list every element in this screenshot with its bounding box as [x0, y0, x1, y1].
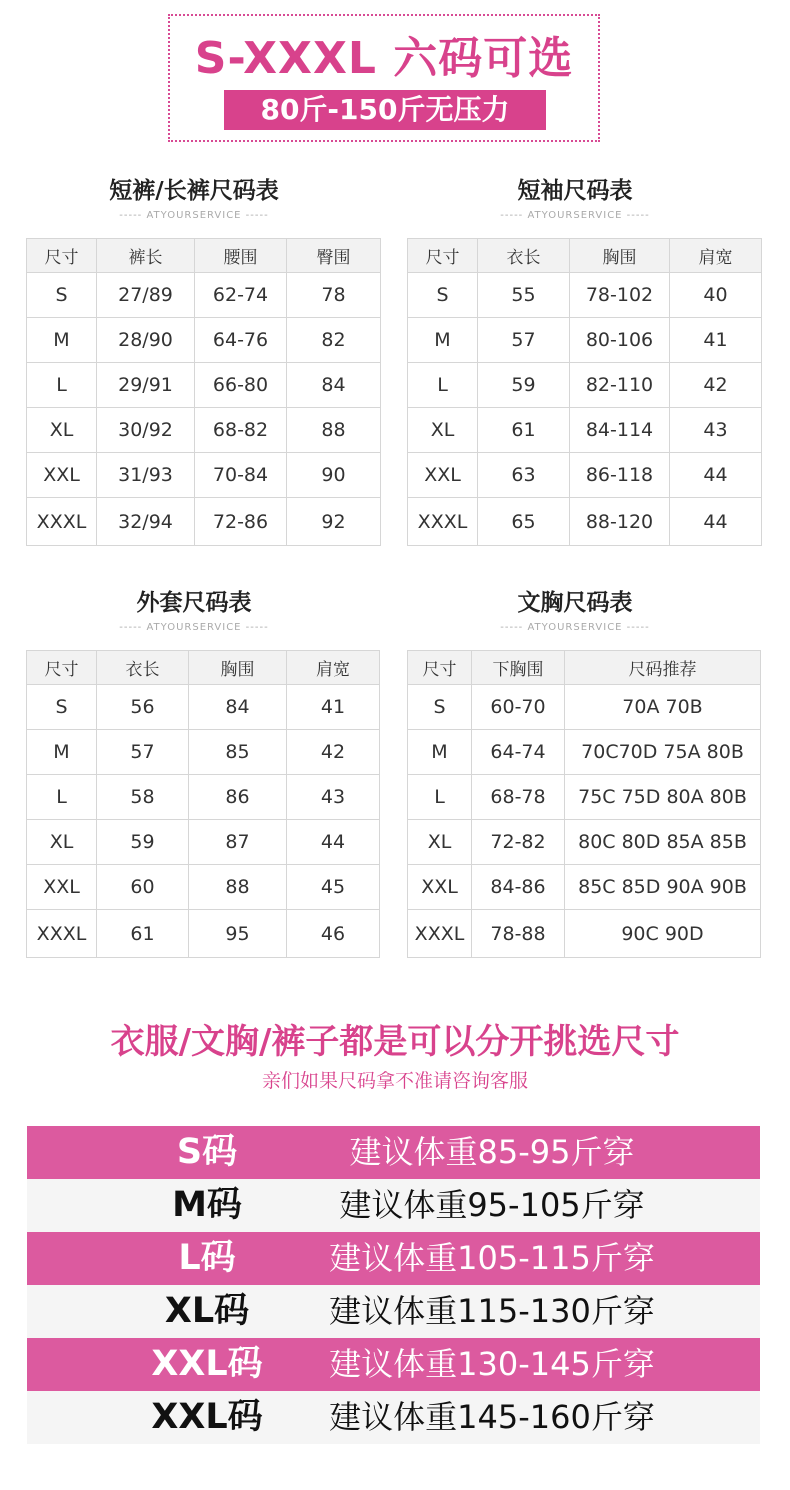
table-cell: 46	[287, 910, 380, 958]
table-cell: 28/90	[97, 318, 195, 363]
table-cell: 55	[478, 273, 570, 318]
header-cell: 胸围	[570, 239, 670, 273]
tshirt-table-subtitle: ----- ATYOURSERVICE -----	[500, 210, 650, 221]
bra-size-table	[407, 650, 761, 958]
header-cell: 肩宽	[287, 651, 380, 685]
table-cell: 84	[287, 363, 381, 408]
table-row	[408, 408, 762, 453]
table-cell: 90	[287, 453, 381, 498]
table-cell: 88-120	[570, 498, 670, 546]
pants-table-title: 短裤/长裤尺码表	[109, 178, 279, 204]
table-header-row	[27, 239, 381, 273]
table-cell: S	[408, 685, 472, 730]
table-cell: M	[27, 730, 97, 775]
table-cell: XL	[27, 820, 97, 865]
header-subtitle: 80斤-150斤无压力	[224, 90, 546, 130]
table-header-row	[408, 651, 761, 685]
weight-recommendation: 建议体重95-105斤穿	[339, 1186, 645, 1224]
table-cell: 27/89	[97, 273, 195, 318]
table-cell: L	[27, 775, 97, 820]
table-cell: 86	[189, 775, 287, 820]
coat-table-subtitle: ----- ATYOURSERVICE -----	[119, 622, 269, 633]
weight-band-m	[27, 1179, 760, 1232]
table-cell: 65	[478, 498, 570, 546]
table-row	[408, 685, 761, 730]
table-cell: 85C 85D 90A 90B	[565, 865, 761, 910]
table-cell: 60-70	[472, 685, 565, 730]
table-row	[27, 363, 381, 408]
table-row	[27, 273, 381, 318]
header-cell: 尺码推荐	[565, 651, 761, 685]
table-cell: L	[27, 363, 97, 408]
table-cell: S	[408, 273, 478, 318]
table-cell: XXXL	[408, 498, 478, 546]
table-cell: XL	[27, 408, 97, 453]
pants-size-table	[26, 238, 381, 546]
table-row	[27, 730, 380, 775]
table-cell: 41	[670, 318, 762, 363]
weight-band-l	[27, 1232, 760, 1285]
header-banner	[168, 14, 600, 142]
table-cell: 45	[287, 865, 380, 910]
coat-table-title: 外套尺码表	[136, 590, 252, 616]
header-cell: 尺寸	[408, 651, 472, 685]
table-row	[27, 820, 380, 865]
weight-size-label: S码	[176, 1132, 238, 1172]
table-row	[27, 453, 381, 498]
table-cell: 84-86	[472, 865, 565, 910]
table-cell: 87	[189, 820, 287, 865]
table-cell: 63	[478, 453, 570, 498]
table-cell: 43	[670, 408, 762, 453]
tshirt-table-title: 短袖尺码表	[517, 178, 633, 204]
table-cell: 68-82	[195, 408, 287, 453]
table-cell: 31/93	[97, 453, 195, 498]
table-cell: L	[408, 363, 478, 408]
table-cell: 68-78	[472, 775, 565, 820]
table-cell: XXXL	[408, 910, 472, 958]
bra-table-subtitle: ----- ATYOURSERVICE -----	[500, 622, 650, 633]
table-cell: 70C70D 75A 80B	[565, 730, 761, 775]
table-cell: 78-102	[570, 273, 670, 318]
notice-subtitle: 亲们如果尺码拿不准请咨询客服	[261, 1070, 528, 1092]
weight-band-xxl	[27, 1338, 760, 1391]
weight-size-label: L码	[178, 1238, 236, 1278]
header-cell: 尺寸	[27, 239, 97, 273]
table-cell: 61	[478, 408, 570, 453]
table-cell: 66-80	[195, 363, 287, 408]
table-row	[27, 775, 380, 820]
bra-table-title: 文胸尺码表	[517, 590, 633, 616]
table-cell: 41	[287, 685, 380, 730]
header-cell: 肩宽	[670, 239, 762, 273]
table-cell: 61	[97, 910, 189, 958]
table-cell: 82-110	[570, 363, 670, 408]
table-cell: 88	[287, 408, 381, 453]
table-row	[408, 775, 761, 820]
table-cell: XXL	[27, 865, 97, 910]
weight-band-xxl-2	[27, 1391, 760, 1444]
table-cell: 62-74	[195, 273, 287, 318]
table-cell: 60	[97, 865, 189, 910]
table-cell: 95	[189, 910, 287, 958]
table-cell: 72-82	[472, 820, 565, 865]
table-cell: XXXL	[27, 910, 97, 958]
header-cell: 尺寸	[27, 651, 97, 685]
weight-band-xl	[27, 1285, 760, 1338]
pants-table-subtitle: ----- ATYOURSERVICE -----	[119, 210, 269, 221]
table-cell: 72-86	[195, 498, 287, 546]
table-row	[27, 910, 380, 958]
table-row	[27, 685, 380, 730]
table-cell: 43	[287, 775, 380, 820]
table-cell: S	[27, 685, 97, 730]
table-row	[408, 318, 762, 363]
table-cell: 42	[287, 730, 380, 775]
table-cell: 90C 90D	[565, 910, 761, 958]
weight-size-label: XL码	[164, 1291, 250, 1331]
table-cell: XXL	[27, 453, 97, 498]
weight-size-label: XXL码	[151, 1397, 263, 1437]
table-cell: M	[27, 318, 97, 363]
weight-size-label: XXL码	[151, 1344, 263, 1384]
table-cell: 92	[287, 498, 381, 546]
table-cell: 57	[478, 318, 570, 363]
header-cell: 胸围	[189, 651, 287, 685]
table-cell: 42	[670, 363, 762, 408]
table-cell: 84	[189, 685, 287, 730]
table-row	[408, 363, 762, 408]
table-header-row	[408, 239, 762, 273]
table-row	[27, 408, 381, 453]
table-cell: 85	[189, 730, 287, 775]
table-cell: 86-118	[570, 453, 670, 498]
table-cell: XXL	[408, 453, 478, 498]
table-header-row	[27, 651, 380, 685]
weight-band-s	[27, 1126, 760, 1179]
weight-recommendation: 建议体重85-95斤穿	[349, 1133, 635, 1171]
table-row	[408, 453, 762, 498]
header-cell: 裤长	[97, 239, 195, 273]
table-row	[408, 273, 762, 318]
table-cell: 84-114	[570, 408, 670, 453]
table-row	[408, 820, 761, 865]
table-cell: 80-106	[570, 318, 670, 363]
table-cell: XXL	[408, 865, 472, 910]
tshirt-size-table	[407, 238, 762, 546]
notice-title: 衣服/文胸/裤子都是可以分开挑选尺寸	[110, 1022, 680, 1062]
weight-recommendation: 建议体重130-145斤穿	[329, 1345, 655, 1383]
header-cell: 下胸围	[472, 651, 565, 685]
table-cell: 29/91	[97, 363, 195, 408]
table-cell: 78	[287, 273, 381, 318]
table-cell: M	[408, 318, 478, 363]
table-cell: 70A 70B	[565, 685, 761, 730]
coat-size-table	[26, 650, 380, 958]
table-cell: 75C 75D 80A 80B	[565, 775, 761, 820]
table-cell: 40	[670, 273, 762, 318]
table-cell: XL	[408, 408, 478, 453]
table-cell: 64-76	[195, 318, 287, 363]
table-cell: 70-84	[195, 453, 287, 498]
table-cell: L	[408, 775, 472, 820]
table-cell: XL	[408, 820, 472, 865]
table-row	[408, 865, 761, 910]
table-cell: 30/92	[97, 408, 195, 453]
header-cell: 臀围	[287, 239, 381, 273]
table-cell: M	[408, 730, 472, 775]
table-cell: 58	[97, 775, 189, 820]
table-cell: S	[27, 273, 97, 318]
table-cell: 44	[670, 453, 762, 498]
table-cell: 64-74	[472, 730, 565, 775]
weight-recommendation: 建议体重105-115斤穿	[329, 1239, 655, 1277]
table-cell: 44	[670, 498, 762, 546]
weight-recommendation: 建议体重115-130斤穿	[329, 1292, 655, 1330]
table-cell: 32/94	[97, 498, 195, 546]
header-cell: 衣长	[478, 239, 570, 273]
header-cell: 尺寸	[408, 239, 478, 273]
table-row	[27, 498, 381, 546]
table-cell: 57	[97, 730, 189, 775]
table-row	[408, 498, 762, 546]
weight-recommendation: 建议体重145-160斤穿	[329, 1398, 655, 1436]
table-row	[27, 865, 380, 910]
table-cell: 44	[287, 820, 380, 865]
table-cell: 59	[97, 820, 189, 865]
table-cell: 78-88	[472, 910, 565, 958]
header-cell: 腰围	[195, 239, 287, 273]
header-title: S-XXXL 六码可选	[194, 33, 574, 84]
table-cell: 80C 80D 85A 85B	[565, 820, 761, 865]
table-row	[408, 730, 761, 775]
table-cell: XXXL	[27, 498, 97, 546]
table-cell: 82	[287, 318, 381, 363]
table-cell: 59	[478, 363, 570, 408]
table-row	[408, 910, 761, 958]
table-cell: 88	[189, 865, 287, 910]
weight-size-label: M码	[172, 1185, 242, 1225]
header-cell: 衣长	[97, 651, 189, 685]
table-cell: 56	[97, 685, 189, 730]
table-row	[27, 318, 381, 363]
